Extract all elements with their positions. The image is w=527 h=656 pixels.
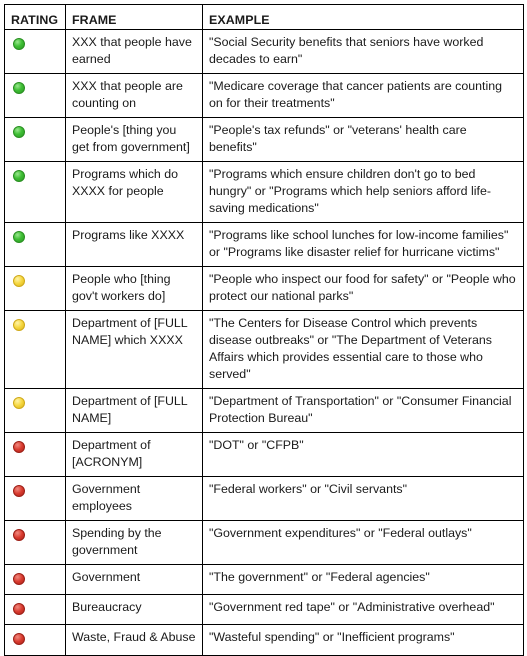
table-row <box>5 625 524 656</box>
table-body <box>5 30 524 656</box>
rating-cell <box>5 595 66 625</box>
frame-cell: Programs like XXXX <box>66 223 203 267</box>
example-cell: "Medicare coverage that cancer patients are counting on for their treatments" <box>203 74 524 118</box>
green-circle-icon <box>13 170 25 182</box>
frame-cell: Government employees <box>66 477 203 521</box>
rating-cell <box>5 74 66 118</box>
rating-cell <box>5 311 66 389</box>
header-rating: RATING <box>5 5 66 30</box>
rating-cell <box>5 625 66 656</box>
frame-cell: Government <box>66 565 203 595</box>
rating-cell <box>5 433 66 477</box>
example-cell: "The government" or "Federal agencies" <box>203 565 524 595</box>
table-row <box>5 30 524 74</box>
table-row <box>5 311 524 389</box>
example-cell: "People who inspect our food for safety" or "People who protect our national parks" <box>203 267 524 311</box>
rating-cell <box>5 162 66 223</box>
red-circle-icon <box>13 529 25 541</box>
yellow-circle-icon <box>13 319 25 331</box>
frame-cell: Waste, Fraud & Abuse <box>66 625 203 656</box>
frame-cell: Department of [FULL NAME] which XXXX <box>66 311 203 389</box>
frame-cell: XXX that people are counting on <box>66 74 203 118</box>
table-row <box>5 595 524 625</box>
yellow-circle-icon <box>13 275 25 287</box>
framing-table-container <box>4 4 524 656</box>
example-cell: "Government red tape" or "Administrative overhead" <box>203 595 524 625</box>
red-circle-icon <box>13 441 25 453</box>
header-frame: FRAME <box>66 5 203 30</box>
example-cell: "Wasteful spending" or "Inefficient programs" <box>203 625 524 656</box>
table-row <box>5 565 524 595</box>
frame-cell: Programs which do XXXX for people <box>66 162 203 223</box>
table-row <box>5 433 524 477</box>
green-circle-icon <box>13 38 25 50</box>
rating-cell <box>5 223 66 267</box>
header-example: EXAMPLE <box>203 5 524 30</box>
table-row <box>5 223 524 267</box>
rating-cell <box>5 477 66 521</box>
red-circle-icon <box>13 633 25 645</box>
frame-cell: Department of [ACRONYM] <box>66 433 203 477</box>
table-row <box>5 74 524 118</box>
rating-cell <box>5 521 66 565</box>
example-cell: "Programs which ensure children don't go to bed hungry" or "Programs which help seniors afford life-saving medications" <box>203 162 524 223</box>
frame-cell: People's [thing you get from government] <box>66 118 203 162</box>
green-circle-icon <box>13 82 25 94</box>
header-row <box>5 5 524 30</box>
table-row <box>5 389 524 433</box>
example-cell: "Department of Transportation" or "Consumer Financial Protection Bureau" <box>203 389 524 433</box>
example-cell: "Federal workers" or "Civil servants" <box>203 477 524 521</box>
example-cell: "People's tax refunds" or "veterans' health care benefits" <box>203 118 524 162</box>
red-circle-icon <box>13 485 25 497</box>
frame-cell: Bureaucracy <box>66 595 203 625</box>
example-cell: "The Centers for Disease Control which prevents disease outbreaks" or "The Department of Veterans Affairs which provides essential care to those who served" <box>203 311 524 389</box>
rating-cell <box>5 267 66 311</box>
red-circle-icon <box>13 603 25 615</box>
rating-cell <box>5 118 66 162</box>
framing-table <box>4 4 524 656</box>
red-circle-icon <box>13 573 25 585</box>
example-cell: "DOT" or "CFPB" <box>203 433 524 477</box>
frame-cell: XXX that people have earned <box>66 30 203 74</box>
frame-cell: Department of [FULL NAME] <box>66 389 203 433</box>
green-circle-icon <box>13 126 25 138</box>
frame-cell: Spending by the government <box>66 521 203 565</box>
rating-cell <box>5 565 66 595</box>
rating-cell <box>5 30 66 74</box>
frame-cell: People who [thing gov't workers do] <box>66 267 203 311</box>
table-row <box>5 521 524 565</box>
table-row <box>5 162 524 223</box>
example-cell: "Programs like school lunches for low-income families" or "Programs like disaster relief for hurricane victims" <box>203 223 524 267</box>
yellow-circle-icon <box>13 397 25 409</box>
example-cell: "Government expenditures" or "Federal outlays" <box>203 521 524 565</box>
rating-cell <box>5 389 66 433</box>
table-row <box>5 267 524 311</box>
example-cell: "Social Security benefits that seniors have worked decades to earn" <box>203 30 524 74</box>
table-row <box>5 118 524 162</box>
green-circle-icon <box>13 231 25 243</box>
table-row <box>5 477 524 521</box>
